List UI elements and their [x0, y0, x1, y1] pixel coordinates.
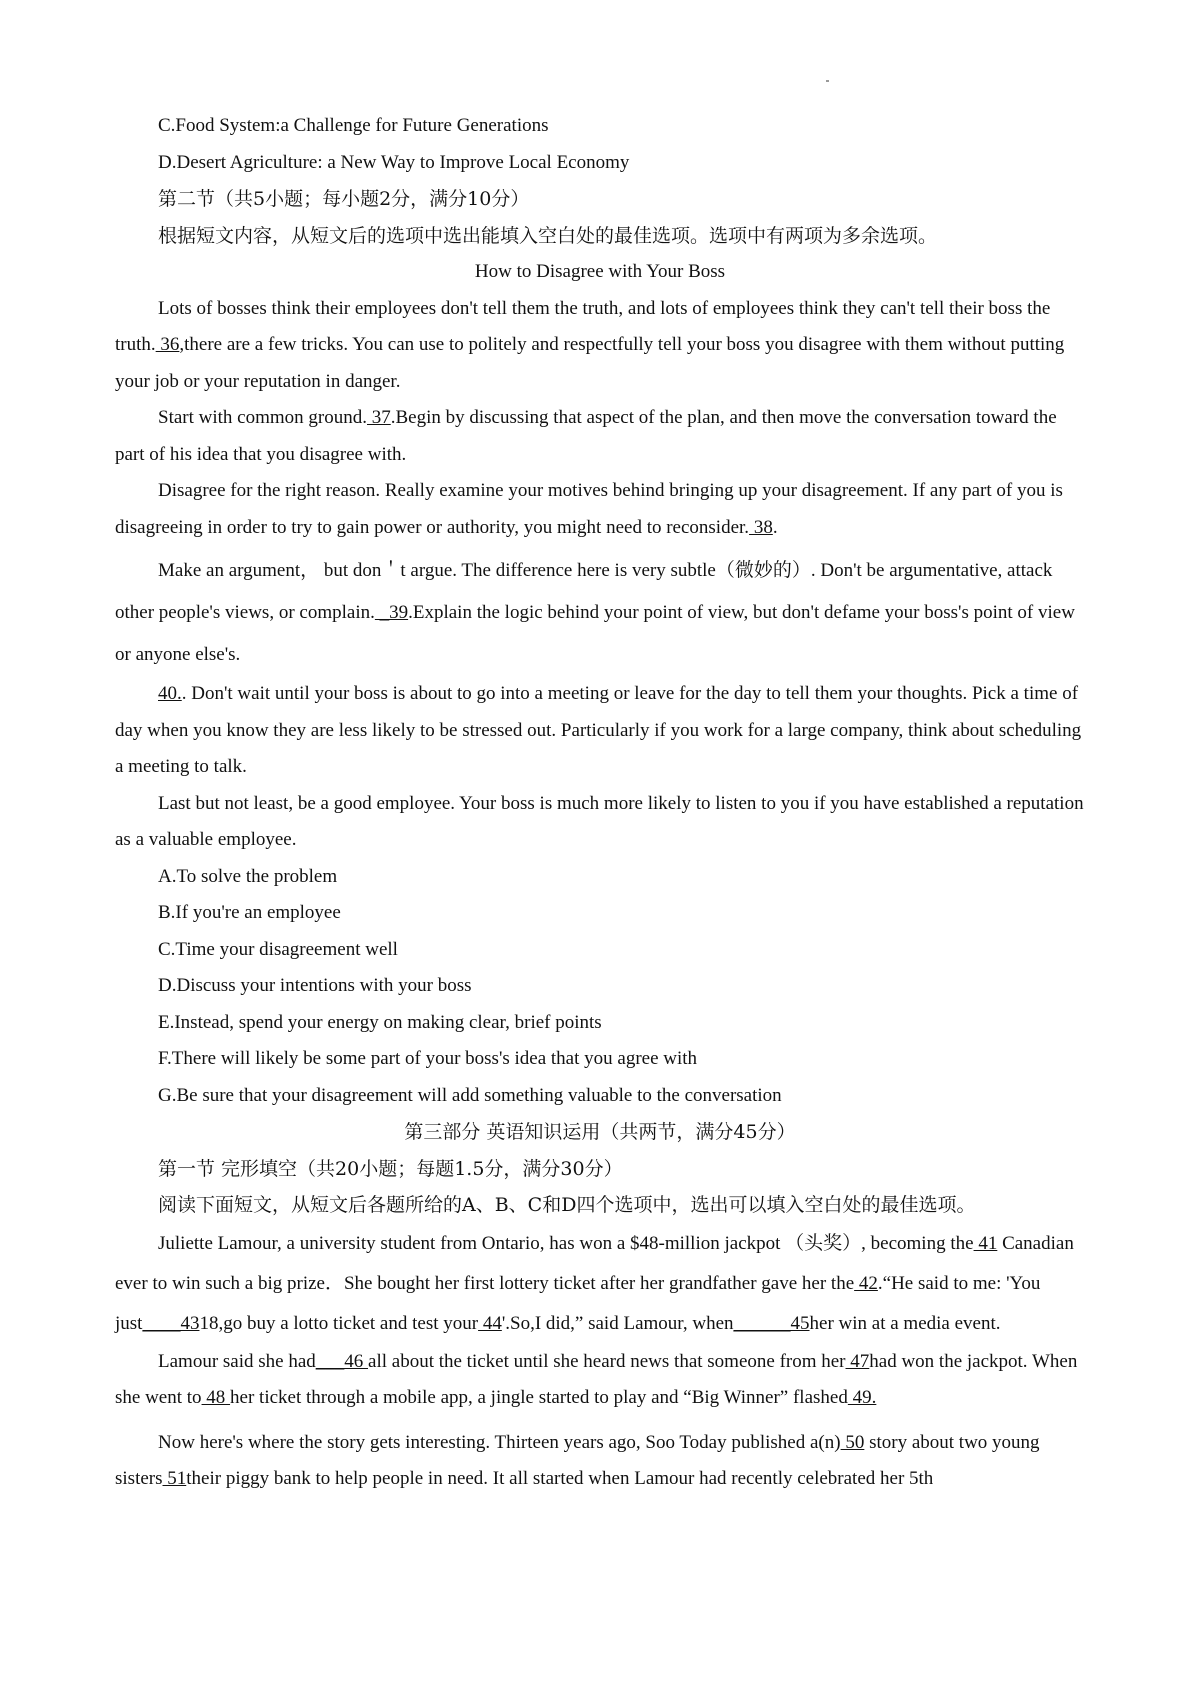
- paragraph-1-text-a: Lots of bosses think their employees don't tell them the truth, and lots of employees think they can't tell their boss the truth.: [115, 297, 1051, 355]
- paragraph-1-text-c: ,there are a few tricks. You can use to politely and respectfully tell your boss you disagree with them without putting your job or your reputation in danger.: [115, 334, 1065, 392]
- prev-option-c: C.Food System:a Challenge for Future Generations: [158, 115, 549, 136]
- cloze-p2-text-e: her ticket through a mobile app, a jingle started to play and “Big Winner” flashed: [230, 1387, 848, 1408]
- paragraph-4-text-c: .Explain the logic behind your point of view, but don't defame your boss's point of view or anyone else's.: [115, 602, 1075, 665]
- cloze-p1-text-d: .“He said to me: 'You just: [115, 1272, 1041, 1334]
- paragraph-6: Last but not least, be a good employee. Your boss is much more likely to listen to you if you have established a reputation as a valuable employee.: [115, 792, 1084, 850]
- cloze-paragraph-2: [115, 1344, 1085, 1417]
- cloze-paragraph-3: [115, 1425, 1085, 1498]
- blank-48: 48: [201, 1387, 231, 1408]
- option-f: F.There will likely be some part of your boss's idea that you agree with: [158, 1048, 698, 1069]
- blank-47: 47: [845, 1350, 870, 1372]
- blank-51: 51: [162, 1468, 187, 1489]
- blank-42: 42: [854, 1272, 878, 1294]
- paragraph-2-text-a: Start with common ground.: [158, 407, 367, 428]
- scan-mark: [826, 80, 829, 82]
- paragraph-2-text-c: .Begin by discussing that aspect of the plan, and then move the conversation toward the part of his idea that you disagree with.: [115, 407, 1057, 465]
- option-b: B.If you're an employee: [158, 902, 341, 923]
- blank-49: 49.: [847, 1387, 877, 1408]
- paragraph-1: [115, 291, 1085, 401]
- paragraph-5: [115, 676, 1085, 786]
- blank-37: 37: [366, 407, 391, 428]
- paragraph-3: [115, 473, 1085, 546]
- cloze-p2-text-c: all about the ticket until she heard news that someone from her: [368, 1350, 846, 1372]
- blank-38: 38: [749, 516, 773, 538]
- cloze-p1-text-a: Juliette Lamour, a university student from Ontario, has won a $48-million jackpot （头奖）, becoming the: [158, 1232, 974, 1254]
- cloze-p2-text-a: Lamour said she had: [158, 1350, 316, 1372]
- cloze-p3-text-c: story about two young sisters: [115, 1431, 1040, 1489]
- option-a: A.To solve the problem: [158, 865, 338, 887]
- blank-39: _39: [374, 602, 409, 623]
- cloze-heading: 第一节 完形填空（共20小题；每题1.5分，满分30分）: [158, 1157, 623, 1180]
- blank-36: 36: [155, 334, 180, 355]
- cloze-p3-text-a: Now here's where the story gets interesting. Thirteen years ago, Soo Today published a(n): [158, 1431, 841, 1453]
- paragraph-4: [115, 550, 1085, 676]
- section2-heading: 第二节（共5小题；每小题2分，满分10分）: [158, 188, 530, 210]
- option-g: G.Be sure that your disagreement will add something valuable to the conversation: [158, 1084, 782, 1106]
- paragraph-4-text-a: Make an argument， but don＇t argue. The difference here is very subtle（微妙的）. Don't be argumentative, attack other people's views, or complain.: [115, 560, 1053, 623]
- cloze-p1-text-g: her win at a media event.: [809, 1312, 1001, 1334]
- cloze-p2-text-d: had won the jackpot. When she went to: [115, 1350, 1078, 1408]
- section2-instruction: 根据短文内容，从短文后的选项中选出能填入空白处的最佳选项。选项中有两项为多余选项。: [158, 224, 938, 247]
- paragraph-3-text-c: .: [772, 516, 778, 538]
- cloze-p1-text-e: 18,go buy a lotto ticket and test your: [199, 1312, 479, 1334]
- blank-40: 40.: [158, 683, 182, 704]
- blank-45: ______45: [733, 1312, 810, 1334]
- cloze-p1-text-f: '.So,I did,” said Lamour, when: [501, 1312, 734, 1334]
- blank-43: ____43: [142, 1312, 200, 1334]
- cloze-p3-text-d: their piggy bank to help people in need. It all started when Lamour had recently celebrated her 5th: [186, 1468, 934, 1489]
- page-content: [115, 108, 1085, 1498]
- blank-46: ___46: [315, 1350, 369, 1372]
- option-d: D.Discuss your intentions with your boss: [158, 975, 472, 996]
- cloze-instruction: 阅读下面短文，从短文后各题所给的A、B、C和D四个选项中，选出可以填入空白处的最佳选项。: [158, 1194, 976, 1216]
- prev-option-d: D.Desert Agriculture: a New Way to Improve Local Economy: [158, 151, 630, 173]
- paragraph-2: [115, 400, 1085, 473]
- cloze-p1-text-c: Canadian ever to win such a big prize．She bought her first lottery ticket after her grandfather gave her the: [115, 1232, 1074, 1294]
- blank-44: 44: [478, 1312, 502, 1334]
- option-e: E.Instead, spend your energy on making clear, brief points: [158, 1011, 602, 1033]
- blank-41: 41: [973, 1232, 998, 1254]
- passage-title: How to Disagree with Your Boss: [474, 261, 726, 282]
- part3-title: 第三部分 英语知识运用（共两节，满分45分）: [404, 1121, 796, 1143]
- option-c: C.Time your disagreement well: [158, 938, 398, 960]
- cloze-paragraph-1: [115, 1224, 1085, 1344]
- paragraph-5-text-c: . Don't wait until your boss is about to go into a meeting or leave for the day to tell them your thoughts. Pick a time of day when you know they are less likely to be stressed out. Particularly if you work for a large company, think about scheduling a meeting to talk.: [115, 683, 1082, 777]
- paragraph-3-text-a: Disagree for the right reason. Really examine your motives behind bringing up your disagreement. If any part of you is disagreeing in order to try to gain power or authority, you might need to reconsider.: [115, 480, 1063, 538]
- blank-50: 50: [840, 1431, 865, 1453]
